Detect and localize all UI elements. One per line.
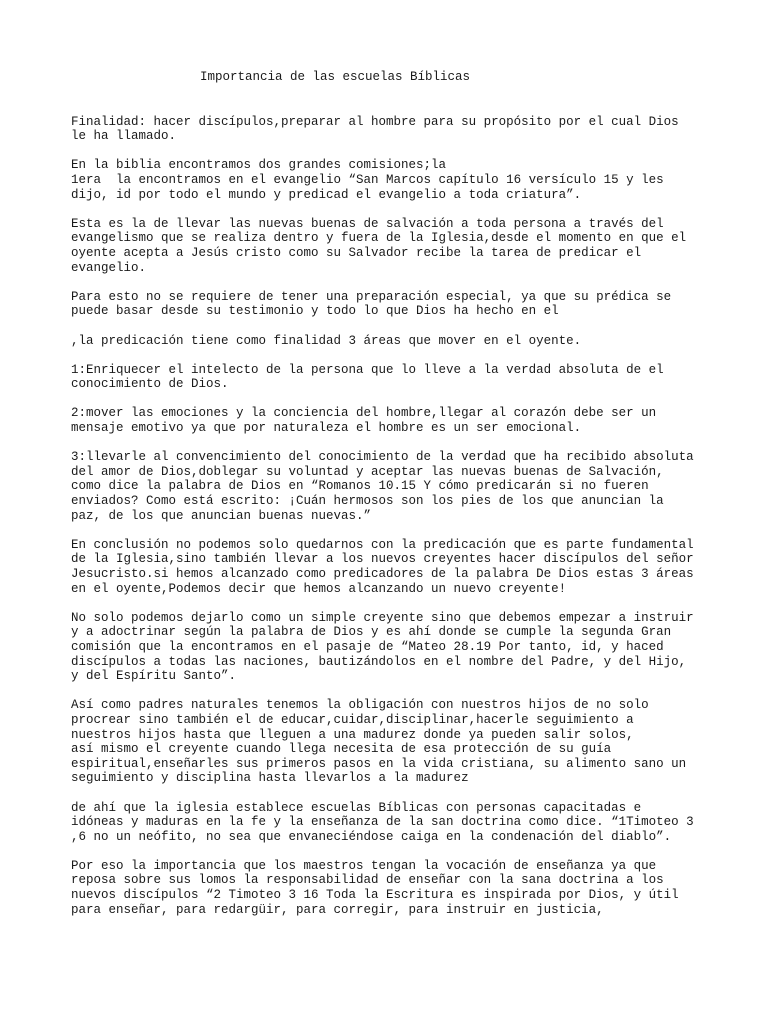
- paragraph-evangelismo: Esta es la de llevar las nuevas buenas de salvación a toda persona a través del evangelismo que se realiza dentro y fuera de la Iglesia,desde el momento en que el oyente acepta a Jesús cristo como su Salvador recibe la tarea de predicar el evangelio.: [71, 216, 687, 275]
- paragraph-area-2: 2:mover las emociones y la conciencia del hombre,llegar al corazón debe ser un mensaje emotivo ya que por naturaleza el hombre es un ser emocional.: [71, 406, 657, 436]
- paragraph-finalidad: Finalidad: hacer discípulos,preparar al hombre para su propósito por el cual Dios le ha llamado.: [71, 114, 679, 144]
- document-title: Importancia de las escuelas Bíblicas: [200, 70, 471, 84]
- paragraph-instruir: No solo podemos dejarlo como un simple creyente sino que debemos empezar a instruir y a adoctrinar según la palabra de Dios y es ahí donde se cumple la segunda Gran comisión que la encontramos en el pasaje de “Mateo 28.19 Por tanto, id, y haced discípulos a todas las naciones, bautizándolos en el nombre del Padre, y del Hijo, y del Espíritu Santo”.: [71, 610, 694, 684]
- paragraph-area-1: 1:Enriquecer el intelecto de la persona que lo lleve a la verdad absoluta de el conocimiento de Dios.: [71, 362, 664, 392]
- paragraph-comisiones: En la biblia encontramos dos grandes comisiones;la 1era la encontramos en el evangelio “San Marcos capítulo 16 versículo 15 y les dijo, id por todo el mundo y predicad el evangelio a toda criatura”.: [71, 158, 664, 202]
- paragraph-conclusion: En conclusión no podemos solo quedarnos con la predicación que es parte fundamental de la Iglesia,sino también llevar a los nuevos creyentes hacer discípulos del señor Jesucristo.si hemos alcanzado como predicadores de la palabra De Dios estas 3 áreas en el oyente,Podemos decir que hemos alcanzando un nuevo creyente!: [71, 537, 694, 596]
- paragraph-escuelas: de ahí que la iglesia establece escuelas Bíblicas con personas capacitadas e idóneas y maduras en la fe y la enseñanza de la san doctrina como dice. “1Timoteo 3 ,6 no un neófito, no sea que envaneciéndose caiga en la condenación del diablo”.: [71, 800, 694, 844]
- paragraph-areas: ,la predicación tiene como finalidad 3 áreas que mover en el oyente.: [71, 333, 582, 348]
- paragraph-maestros: Por eso la importancia que los maestros tengan la vocación de enseñanza ya que reposa sobre sus lomos la responsabilidad de enseñar con la sana doctrina a los nuevos discípulos “2 Timoteo 3 16 Toda la Escritura es inspirada por Dios, y útil para enseñar, para redargüir, para corregir, para instruir en justicia,: [71, 858, 679, 917]
- paragraph-preparacion: Para esto no se requiere de tener una preparación especial, ya que su prédica se puede basar desde su testimonio y todo lo que Dios ha hecho en el: [71, 289, 672, 319]
- document-body: [71, 70, 711, 932]
- paragraph-padres: Así como padres naturales tenemos la obligación con nuestros hijos de no solo procrear sino también el de educar,cuidar,disciplinar,hacerle seguimiento a nuestros hijos hasta que lleguen a una madurez donde ya pueden salir solos, así mismo el creyente cuando llega necesita de esa protección de su guía espiritual,enseñarles sus primeros pasos en la vida cristiana, su alimento sano un seguimiento y disciplina hasta llevarlos a la madurez: [71, 698, 687, 786]
- paragraph-area-3: 3:llevarle al convencimiento del conocimiento de la verdad que ha recibido absoluta del amor de Dios,doblegar su voluntad y aceptar las nuevas buenas de Salvación, como dice la palabra de Dios en “Romanos 10.15 Y cómo predicarán si no fueren enviados? Como está escrito: ¡Cuán hermosos son los pies de los que anuncian la paz, de los que anuncian buenas nuevas.”: [71, 450, 694, 523]
